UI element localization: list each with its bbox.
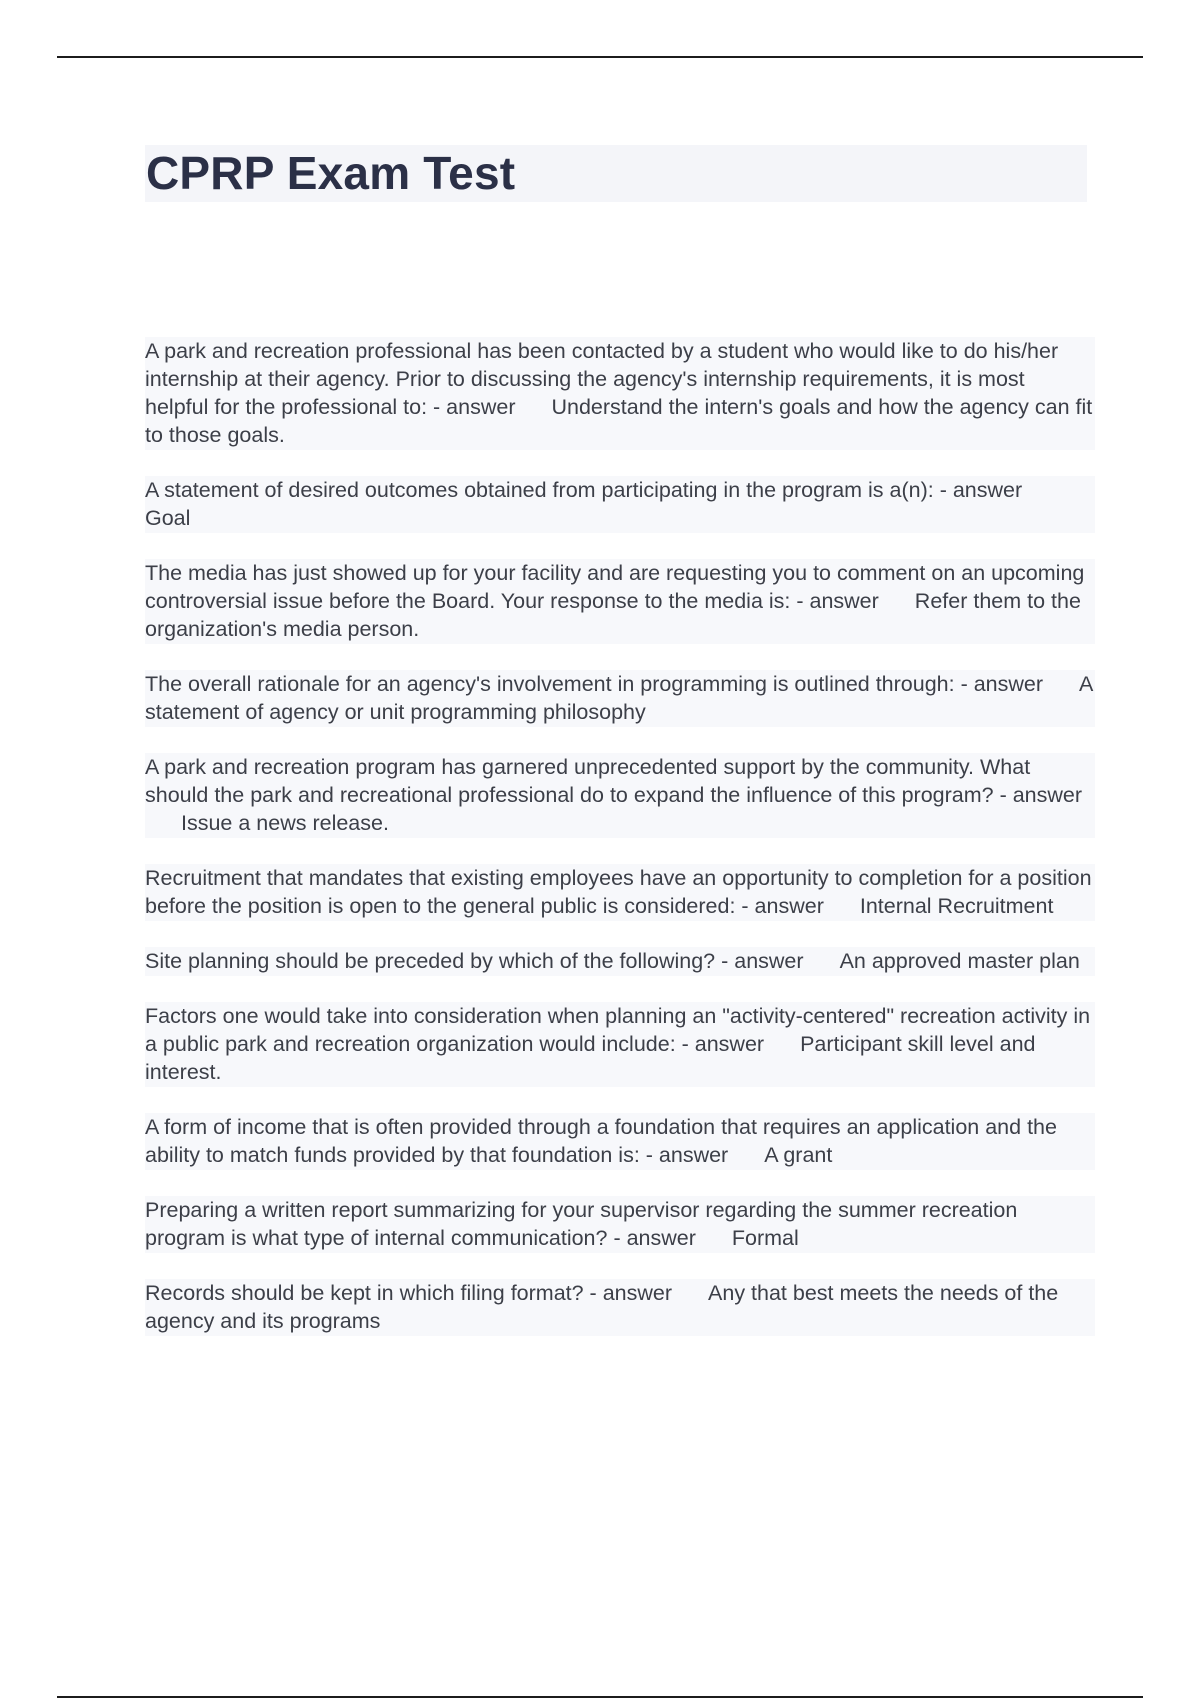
question-text: Records should be kept in which filing format? - answer xyxy=(145,1281,673,1305)
qa-item-4 xyxy=(145,670,1095,727)
answer-text: Goal xyxy=(145,506,191,530)
answer-text: Understand the intern's goals and how the agency can fit to those goals. xyxy=(145,395,1093,447)
qa-item-10 xyxy=(145,1196,1095,1253)
question-text: A statement of desired outcomes obtained from participating in the program is a(n): - answer xyxy=(145,478,1023,502)
answer-text: Any that best meets the needs of the agency and its programs xyxy=(145,1281,1059,1333)
page-title: CPRP Exam Test xyxy=(146,147,516,199)
qa-item-2 xyxy=(145,476,1095,533)
answer-text: A statement of agency or unit programming philosophy xyxy=(145,672,1093,724)
qa-list xyxy=(145,337,1095,1362)
qa-item-7 xyxy=(145,947,1095,976)
answer-text: Refer them to the organization's media person. xyxy=(145,589,1081,641)
answer-text: Internal Recruitment xyxy=(859,894,1054,918)
title-block xyxy=(145,145,1087,202)
answer-text: Formal xyxy=(731,1226,799,1250)
question-text: Site planning should be preceded by which of the following? - answer xyxy=(145,949,804,973)
question-text: A park and recreation professional has been contacted by a student who would like to do his/her internship at their agency. Prior to discussing the agency's internship requirements, it is most helpful for the professional to: - answer xyxy=(145,339,1059,419)
qa-item-6 xyxy=(145,864,1095,921)
top-rule xyxy=(57,56,1143,58)
question-text: The media has just showed up for your facility and are requesting you to comment on an upcoming controversial issue before the Board. Your response to the media is: - answer xyxy=(145,561,1085,613)
bottom-rule xyxy=(57,1696,1143,1698)
question-text: Factors one would take into consideration when planning an "activity-centered" recreation activity in a public park and recreation organization would include: - answer xyxy=(145,1004,1091,1056)
answer-text: An approved master plan xyxy=(839,949,1080,973)
answer-text: Issue a news release. xyxy=(181,811,389,835)
qa-item-3 xyxy=(145,559,1095,644)
question-text: A park and recreation program has garnered unprecedented support by the community. What should the park and recreational professional do to expand the influence of this program? - answer xyxy=(145,755,1083,807)
question-text: The overall rationale for an agency's involvement in programming is outlined through: - answer xyxy=(145,672,1044,696)
qa-item-8 xyxy=(145,1002,1095,1087)
question-text: Recruitment that mandates that existing employees have an opportunity to completion for a position before the position is open to the general public is considered: - answer xyxy=(145,866,1092,918)
question-text: A form of income that is often provided through a foundation that requires an application and the ability to match funds provided by that foundation is: - answer xyxy=(145,1115,1057,1167)
qa-item-11 xyxy=(145,1279,1095,1336)
answer-text: Participant skill level and interest. xyxy=(145,1032,1036,1084)
qa-item-5 xyxy=(145,753,1095,838)
answer-text: A grant xyxy=(764,1143,833,1167)
question-text: Preparing a written report summarizing for your supervisor regarding the summer recreation program is what type of internal communication? - answer xyxy=(145,1198,1018,1250)
qa-item-1 xyxy=(145,337,1095,450)
qa-item-9 xyxy=(145,1113,1095,1170)
